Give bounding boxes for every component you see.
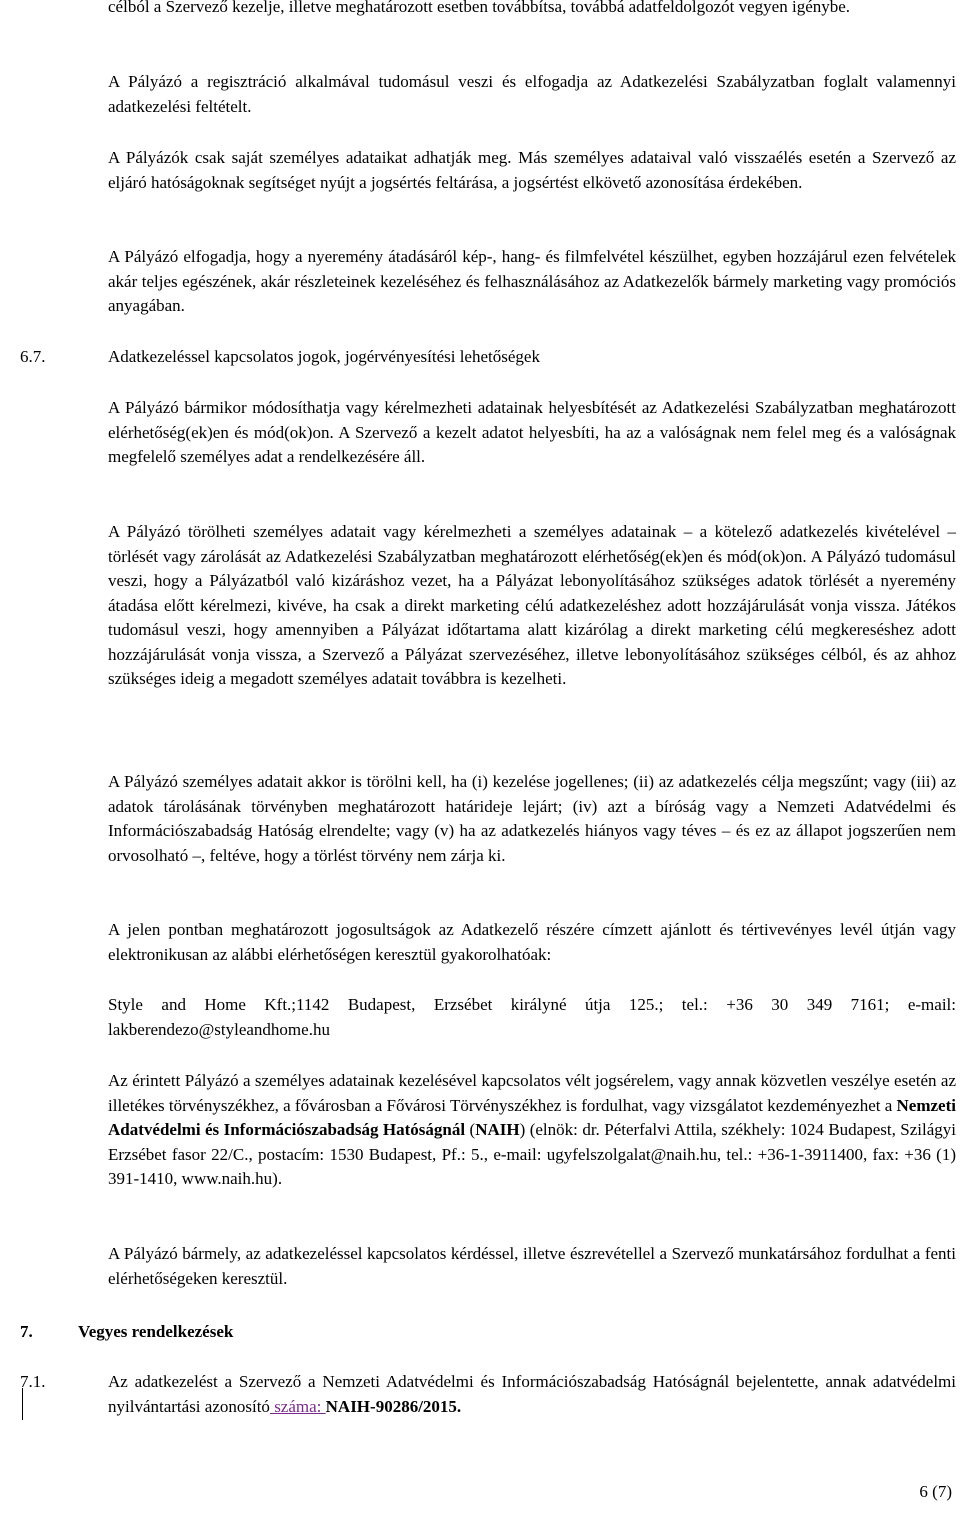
paragraph-mandatory-deletion: A Pályázó személyes adatait akkor is törölni kell, ha (i) kezelése jogellenes; (ii) az adatkezelés célja megszűnt; vagy (iii) az adatok tárolásának törvényben meghatározott határideje lejárt; (iv) azt a bíróság vagy a Nemzeti Adatvédelmi és Információszabadság Hatóság elrendelte; vagy (v) ha az adatkezelés hiányos vagy téves – és ez az állapot jogszerűen nem orvosolható –, feltéve, hogy a törlést törvény nem zárja ki.	[108, 772, 956, 865]
paragraph-own-data: A Pályázók csak saját személyes adataikat adhatják meg. Más személyes adataival való visszaélés esetén a Szervező az eljáró hatóságoknak segítséget nyújt a jogsértés feltárása, a jogsértést elkövető azonosítása érdekében.	[108, 148, 956, 192]
paragraph-authority	[108, 1069, 956, 1192]
authority-details: ) (elnök: dr. Péterfalvi Attila, székhely: 1024 Budapest, Szilágyi Erzsébet fasor 22/C., postacím: 1530 Budapest, Pf.: 5., e-mail: ugyfelszolgalat@naih.hu, tel.: +36-1-3911400, fax: +36 (1) 391-1410, www.naih.hu).	[108, 1120, 956, 1188]
registration-link[interactable]: száma:	[269, 1396, 326, 1416]
subsection-number: 7.1.	[20, 1372, 46, 1391]
authority-name: Nemzeti Adatvédelmi és Információszabadság Hatóságnál	[108, 1095, 956, 1139]
revision-bar	[22, 1388, 23, 1420]
section-number: 7.	[20, 1322, 33, 1341]
paragraph-recording-consent: A Pályázó elfogadja, hogy a nyeremény átadásáról kép-, hang- és filmfelvétel készülhet, egyben hozzájárul ezen felvételek akár teljes egészének, akár részleteinek kezeléséhez és felhasználásához az Adatkezelők bármely marketing vagy promóciós anyagában.	[108, 247, 956, 315]
page-number: 6 (7)	[919, 1482, 952, 1501]
paragraph-deletion: A Pályázó törölheti személyes adatait vagy kérelmezheti a személyes adatainak – a kötelező adatkezelés kivételével – törlését vagy zárolását az Adatkezelési Szabályzatban meghatározott elérhetőség(ek)en és mód(ok)on. A Pályázó tudomásul veszi, hogy a Pályázatból való kizáráshoz vezet, ha a Pályázat lebonyolításához szükséges adatok törlését a nyeremény átadása előtt kérelmezi, kivéve, ha csak a direkt marketing célú adatkezeléshez adott hozzájárulását vonja vissza. Játékos tudomásul veszi, hogy amennyiben a Pályázat időtartama alatt kizárólag a direkt marketing célú megkereséshez adott hozzájárulását vonja vissza, a Szervező a Pályázat szervezéséhez, illetve lebonyolításához szükséges célból, és az ahhoz szükséges ideig a megadott személyes adatait továbbra is kezelheti.	[108, 522, 956, 688]
paragraph-contact: Style and Home Kft.;1142 Budapest, Erzsébet királyné útja 125.; tel.: +36 30 349 7161; e-mail: lakberendezo@styleandhome.hu	[108, 995, 956, 1039]
section-number: 6.7.	[20, 347, 46, 366]
registration-id: NAIH-90286/2015.	[325, 1396, 462, 1416]
authority-text: Az érintett Pályázó a személyes adatainak kezelésével kapcsolatos vélt jogsérelem, vagy annak közvetlen veszélye esetén az illetékes törvényszékhez, a fővárosban a Fővárosi Törvényszékhez is fordulhat, vagy vizsgálatot kezdeményezhet a	[108, 1071, 956, 1115]
paragraph-purpose: célból a Szervező kezelje, illetve meghatározott esetben továbbítsa, továbbá adatfeldolgozót vegyen igénybe.	[108, 0, 851, 16]
section-title: Vegyes rendelkezések	[78, 1322, 234, 1341]
paragraph-registration: A Pályázó a regisztráció alkalmával tudomásul veszi és elfogadja az Adatkezelési Szabályzatban foglalt valamennyi adatkezelési feltételt.	[108, 72, 956, 116]
authority-abbr: NAIH	[475, 1120, 520, 1139]
paragraph-registration-id	[108, 1370, 956, 1419]
registration-text: Az adatkezelést a Szervező a Nemzeti Adatvédelmi és Információszabadság Hatóságnál bejelentette, annak adatvédelmi nyilvántartási azonosító	[108, 1372, 956, 1416]
paragraph-correction: A Pályázó bármikor módosíthatja vagy kérelmezheti adatainak helyesbítését az Adatkezelési Szabályzatban meghatározott elérhetőség(ek)en és mód(ok)on. A Szervező a kezelt adatot helyesbíti, ha az a valóságnak nem felel meg és a valóságnak megfelelő személyes adat a rendelkezésére áll.	[108, 398, 956, 466]
paragraph-rights-exercise: A jelen pontban meghatározott jogosultságok az Adatkezelő részére címzett ajánlott és tértivevényes levél útján vagy elektronikusan az alábbi elérhetőségen keresztül gyakorolhatóak:	[108, 920, 956, 964]
authority-text-2: (	[465, 1120, 476, 1139]
section-title: Adatkezeléssel kapcsolatos jogok, jogérvényesítési lehetőségek	[108, 347, 540, 366]
paragraph-questions: A Pályázó bármely, az adatkezeléssel kapcsolatos kérdéssel, illetve észrevétellel a Szervező munkatársához fordulhat a fenti elérhetőségeken keresztül.	[108, 1244, 956, 1288]
